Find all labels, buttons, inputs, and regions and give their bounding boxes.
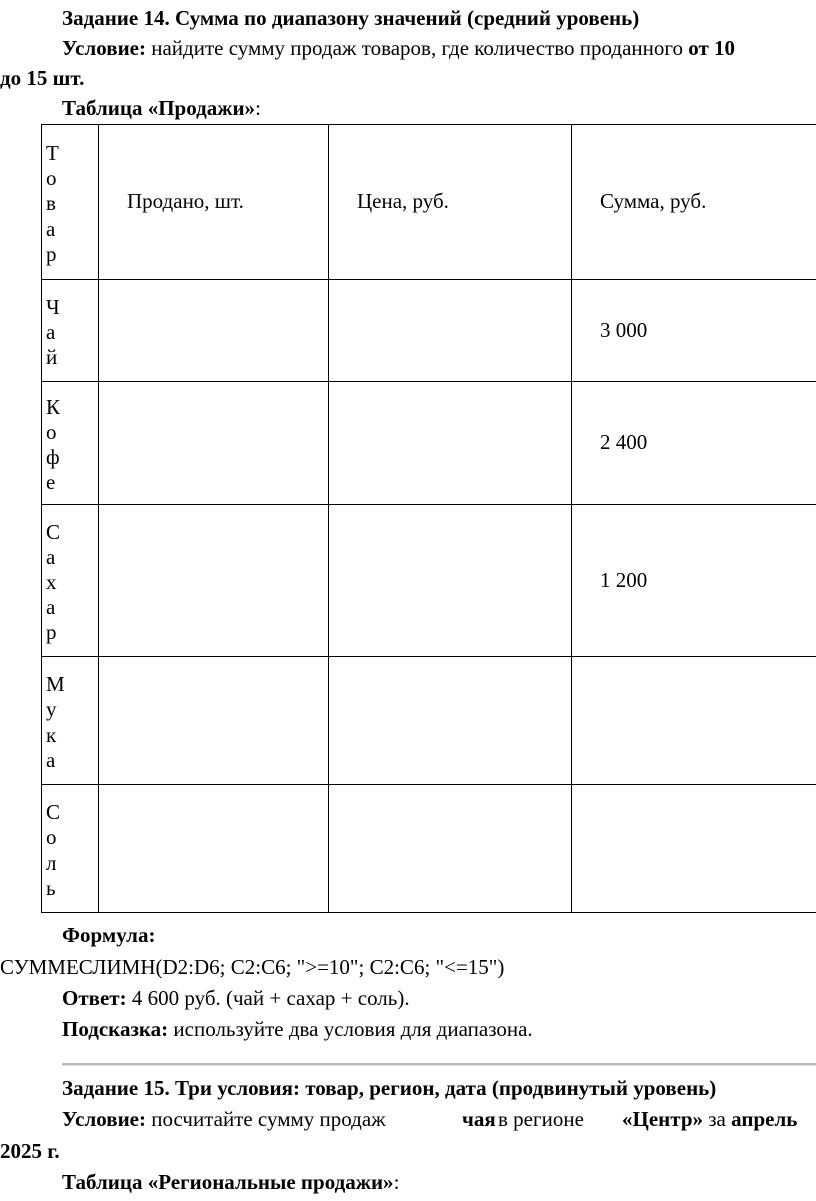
header-cell-price <box>329 125 572 280</box>
product-name: Кофе <box>46 394 61 495</box>
product-cell <box>42 657 99 785</box>
table-caption-colon: : <box>255 96 261 120</box>
table-row <box>42 657 816 785</box>
task14-condition <box>62 36 735 61</box>
condition-label: Условие: <box>62 36 146 60</box>
header-cell-sum <box>572 125 816 280</box>
sold-cell <box>99 657 329 785</box>
product-name: Мука <box>46 672 65 772</box>
sold-cell <box>99 280 329 382</box>
condition-region: «Центр» <box>622 1107 704 1131</box>
condition-region-line <box>622 1107 797 1132</box>
condition-text: найдите сумму продаж товаров, где количество проданного <box>145 36 689 60</box>
table-caption-label: Таблица «Региональные продажи» <box>62 1170 394 1194</box>
hint-label: Подсказка: <box>62 1017 169 1041</box>
task15-table-caption <box>62 1170 399 1195</box>
sales-table <box>41 124 816 913</box>
price-cell <box>329 785 572 913</box>
condition-label: Условие: <box>62 1107 146 1131</box>
condition-range-end: до 15 шт. <box>0 66 85 90</box>
table-caption-colon: : <box>393 1170 400 1194</box>
sum-cell <box>572 382 816 505</box>
sum-value: 2 400 <box>600 430 648 455</box>
price-cell <box>329 505 572 657</box>
hint-line <box>62 1017 533 1042</box>
condition-month: апрель <box>731 1107 798 1131</box>
sold-cell <box>99 505 329 657</box>
product-cell <box>42 785 99 913</box>
header-cell-sold <box>99 125 329 280</box>
answer-line <box>62 986 410 1011</box>
answer-text: 4 600 руб. (чай + сахар + соль). <box>126 986 410 1010</box>
price-cell <box>329 657 572 785</box>
condition-product: чая <box>462 1107 496 1131</box>
formula-text: СУММЕСЛИМН(D2:D6; C2:C6; ">=10"; C2:C6; "<=15") <box>0 955 505 979</box>
hint-text: используйте два условия для диапазона. <box>168 1017 533 1041</box>
task14-table-caption <box>62 96 261 121</box>
table-row <box>42 280 816 382</box>
product-cell <box>42 382 99 505</box>
condition-text-period: за <box>703 1107 732 1131</box>
product-name: Чай <box>46 294 60 370</box>
sold-cell <box>99 382 329 505</box>
header-price-label: Цена, руб. <box>357 189 449 214</box>
table-row <box>42 785 816 913</box>
sum-cell <box>572 505 816 657</box>
table-row <box>42 382 816 505</box>
answer-label: Ответ: <box>62 986 127 1010</box>
price-cell <box>329 280 572 382</box>
header-product-label: Товар <box>46 141 59 266</box>
condition-range-start: от 10 <box>688 36 736 60</box>
formula-label: Формула: <box>62 923 156 947</box>
sum-value: 1 200 <box>600 567 648 592</box>
sum-cell <box>572 785 816 913</box>
table-header-row <box>42 125 816 280</box>
product-cell <box>42 505 99 657</box>
condition-text-region: в регионе <box>498 1107 584 1131</box>
product-name: Соль <box>46 800 61 900</box>
header-cell-product <box>42 125 99 280</box>
condition-year: 2025 г. <box>0 1139 60 1163</box>
sum-value: 3 000 <box>600 317 648 342</box>
task14-title: Задание 14. Сумма по диапазону значений (средний уровень) <box>62 6 640 30</box>
task15-title: Задание 15. Три условия: товар, регион, дата (продвинутый уровень) <box>62 1076 717 1100</box>
product-cell <box>42 280 99 382</box>
section-divider <box>62 1063 816 1066</box>
sum-cell <box>572 280 816 382</box>
table-caption-label: Таблица «Продажи» <box>62 96 256 120</box>
table-row <box>42 505 816 657</box>
sum-cell <box>572 657 816 785</box>
header-sum-label: Сумма, руб. <box>600 189 707 214</box>
product-name: Сахар <box>46 519 61 645</box>
sold-cell <box>99 785 329 913</box>
task15-condition <box>62 1107 386 1132</box>
condition-text: посчитайте сумму продаж <box>145 1107 386 1131</box>
header-sold-label: Продано, шт. <box>127 189 244 214</box>
price-cell <box>329 382 572 505</box>
